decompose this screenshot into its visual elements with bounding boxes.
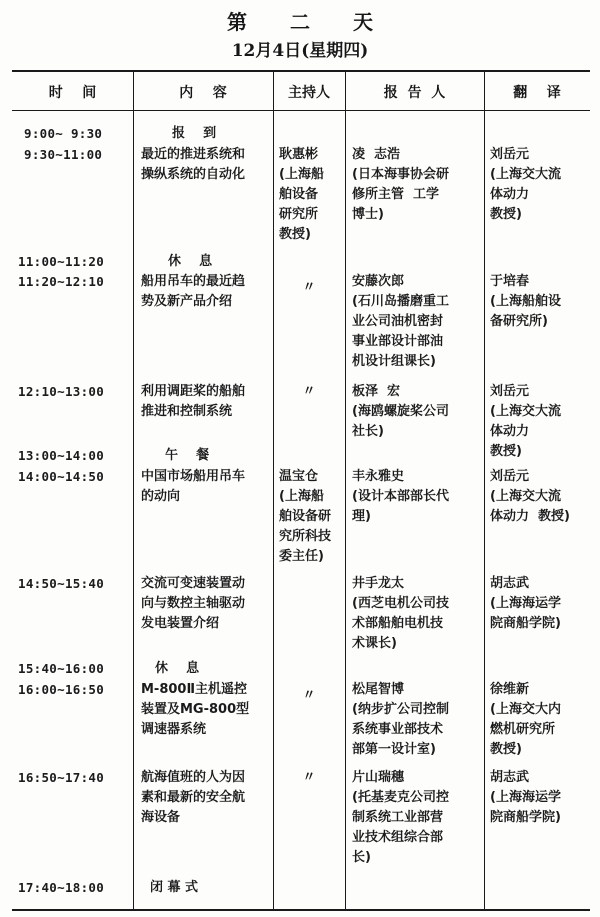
row-content: 利用调距桨的船舶 推进和控制系统	[141, 384, 246, 419]
row-time: 16:00~16:50	[18, 682, 105, 697]
row-content: 船用吊车的最近趋 势及新产品介绍	[141, 274, 246, 309]
column-header-host: 主持人	[288, 85, 330, 101]
row-time: 9:00~ 9:30	[24, 126, 103, 141]
row-time: 9:30~11:00	[24, 147, 103, 162]
row-speaker: 凌 志浩 (日本海事协会研 修所主管 工学 博士)	[352, 147, 449, 222]
row-content: 午 餐	[165, 448, 210, 463]
row-time: 16:50~17:40	[18, 770, 105, 785]
row-translator: 胡志武 (上海海运学 院商船学院)	[490, 576, 561, 631]
row-content: 休 息	[168, 254, 213, 269]
row-content: 报 到	[172, 126, 217, 141]
row-speaker: 松尾智博 (纳步扩公司控制 系统事业部技术 部第一设计室)	[352, 682, 449, 757]
row-translator: 刘岳元 (上海交大流 体动力 教授)	[490, 147, 561, 222]
row-time: 12:10~13:00	[18, 384, 105, 399]
row-translator: 刘岳元 (上海交大流 体动力 教授)	[490, 384, 561, 459]
row-host: 〃	[302, 280, 316, 295]
row-speaker: 丰永雅史 (设计本部部长代 理)	[352, 469, 449, 524]
column-header-time: 时 间	[48, 85, 97, 101]
row-speaker: 安藤次郎 (石川岛播磨重工 业公司油机密封 事业部设计部油 机设计组课长)	[352, 274, 449, 369]
row-time: 15:40~16:00	[18, 661, 105, 676]
row-host: 〃	[302, 770, 316, 785]
row-host: 〃	[302, 384, 316, 399]
column-header-content: 内 容	[179, 85, 227, 101]
row-content: 中国市场船用吊车 的动向	[141, 469, 246, 504]
row-content: 交流可变速装置动 向与数控主轴驱动 发电装置介绍	[141, 576, 246, 631]
column-divider	[133, 70, 134, 910]
column-divider	[484, 70, 485, 910]
table-top-rule	[12, 70, 590, 72]
row-time: 11:00~11:20	[18, 254, 105, 269]
column-header-translator: 翻 译	[513, 85, 561, 101]
row-time: 11:20~12:10	[18, 274, 105, 289]
row-speaker: 板泽 宏 (海鸥螺旋桨公司 社长)	[352, 384, 449, 439]
row-time: 17:40~18:00	[18, 880, 105, 895]
row-host: 温宝仓 (上海船 舶设备研 究所科技 委主任)	[279, 469, 332, 564]
row-translator: 于培春 (上海船舶设 备研究所)	[490, 274, 561, 329]
row-content: M-800Ⅱ主机遥控 装置及MG-800型 调速器系统	[141, 682, 250, 737]
row-content: 航海值班的人为因 素和最新的安全航 海设备	[141, 770, 246, 825]
row-speaker: 片山瑞穗 (托基麦克公司控 制系统工业部营 业技术组综合部 长)	[352, 770, 449, 865]
row-translator: 胡志武 (上海海运学 院商船学院)	[490, 770, 561, 825]
table-bottom-rule	[12, 909, 590, 911]
row-time: 14:00~14:50	[18, 469, 105, 484]
row-speaker: 井手龙太 (西芝电机公司技 术部船舶电机技 术课长)	[352, 576, 449, 651]
row-host: 耿惠彬 (上海船 舶设备 研究所 教授)	[279, 147, 324, 242]
column-divider	[345, 70, 346, 910]
column-header-speaker: 报 告 人	[383, 85, 446, 101]
row-host: 〃	[302, 688, 316, 703]
row-content: 闭 幕 式	[150, 880, 199, 895]
header-bottom-rule	[12, 110, 590, 111]
row-time: 13:00~14:00	[18, 448, 105, 463]
row-translator: 徐维新 (上海交大内 燃机研究所 教授)	[490, 682, 561, 757]
row-time: 14:50~15:40	[18, 576, 105, 591]
row-content: 最近的推进系统和 操纵系统的自动化	[141, 147, 246, 182]
row-content: 休 息	[155, 661, 200, 676]
row-translator: 刘岳元 (上海交大流 体动力 教授)	[490, 469, 570, 524]
day-title: 第 二 天	[227, 10, 391, 34]
date-subtitle: 12月4日(星期四)	[231, 41, 369, 61]
